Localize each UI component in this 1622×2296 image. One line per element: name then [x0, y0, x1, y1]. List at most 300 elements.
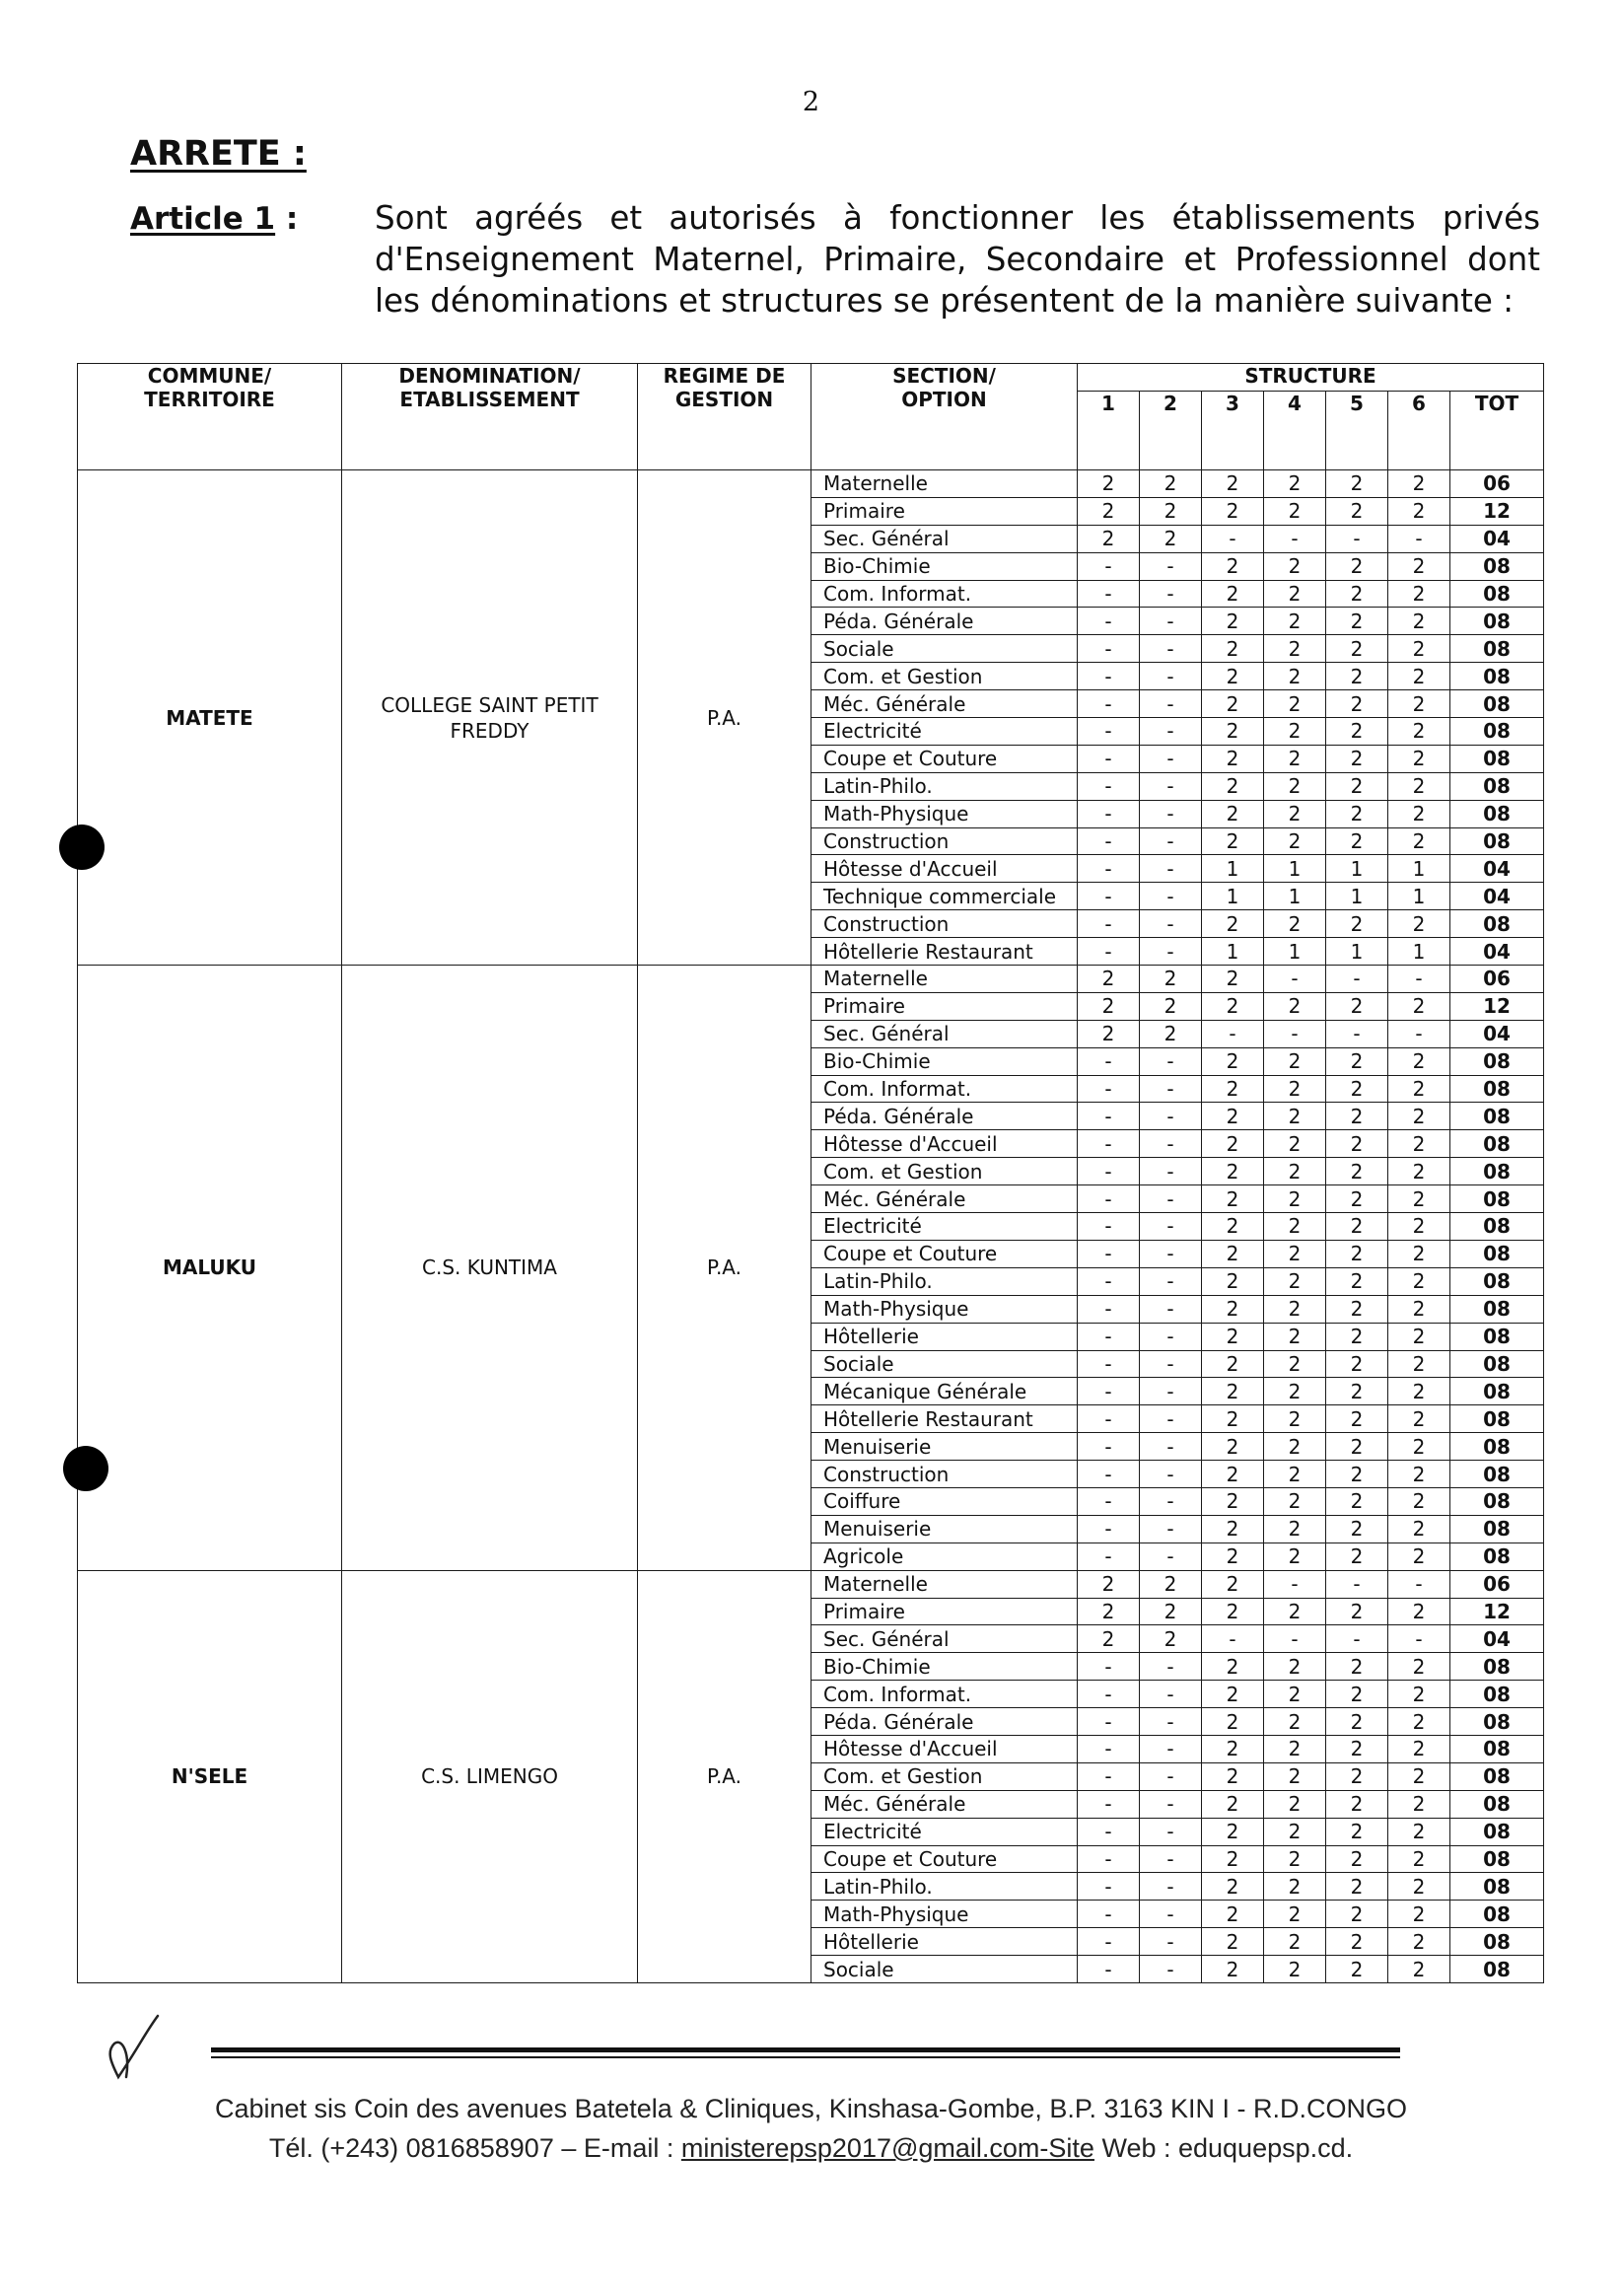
structure-year-3-cell: 2	[1202, 1598, 1264, 1625]
structure-year-1-cell: 2	[1078, 1625, 1140, 1653]
section-cell: Méc. Générale	[811, 1185, 1078, 1213]
structure-year-5-cell: 2	[1326, 1515, 1388, 1543]
header-regime-line2: GESTION	[674, 388, 774, 411]
structure-year-4-cell: 2	[1264, 1267, 1326, 1295]
structure-year-1-cell: -	[1078, 1901, 1140, 1928]
structure-year-1-cell: -	[1078, 1928, 1140, 1956]
section-cell: Primaire	[811, 992, 1078, 1020]
structure-year-6-cell: -	[1388, 966, 1450, 993]
total-cell: 08	[1450, 1267, 1544, 1295]
structure-year-5-cell: 2	[1326, 470, 1388, 498]
structure-year-3-cell: 2	[1202, 745, 1264, 772]
structure-year-2-cell: -	[1140, 827, 1202, 855]
structure-year-1-cell: 2	[1078, 1570, 1140, 1598]
section-cell: Méc. Générale	[811, 1790, 1078, 1818]
structure-year-5-cell: 2	[1326, 1873, 1388, 1901]
footer-tel: Tél. (+243) 0816858907 – E-mail :	[268, 2133, 681, 2163]
structure-year-6-cell: 2	[1388, 1433, 1450, 1461]
total-cell: 08	[1450, 1433, 1544, 1461]
section-cell: Menuiserie	[811, 1433, 1078, 1461]
structure-year-3-cell: 2	[1202, 1185, 1264, 1213]
section-cell: Coupe et Couture	[811, 745, 1078, 772]
structure-year-5-cell: 2	[1326, 1213, 1388, 1241]
structure-year-3-cell: 2	[1202, 1378, 1264, 1405]
structure-year-2-cell: -	[1140, 1928, 1202, 1956]
total-cell: 08	[1450, 1845, 1544, 1873]
header-regime-line1: REGIME DE	[663, 364, 786, 388]
structure-year-3-cell: 2	[1202, 1075, 1264, 1103]
structure-year-4-cell: 2	[1264, 1598, 1326, 1625]
total-cell: 08	[1450, 1240, 1544, 1267]
structure-year-5-cell: 2	[1326, 635, 1388, 663]
structure-year-2-cell: -	[1140, 1103, 1202, 1130]
structure-year-5-cell: 2	[1326, 745, 1388, 772]
commune-cell: N'SELE	[78, 1570, 342, 1982]
section-cell: Hôtesse d'Accueil	[811, 1735, 1078, 1762]
header-year-4: 4	[1264, 392, 1326, 470]
structure-year-6-cell: 2	[1388, 992, 1450, 1020]
total-cell: 08	[1450, 1515, 1544, 1543]
structure-year-4-cell: 2	[1264, 1240, 1326, 1267]
structure-year-4-cell: 2	[1264, 690, 1326, 718]
structure-year-3-cell: 2	[1202, 1681, 1264, 1708]
structure-year-4-cell: 2	[1264, 1213, 1326, 1241]
structure-year-3-cell: 2	[1202, 1487, 1264, 1515]
structure-year-6-cell: 2	[1388, 1213, 1450, 1241]
structure-year-1-cell: -	[1078, 690, 1140, 718]
section-cell: Com. et Gestion	[811, 1762, 1078, 1790]
section-cell: Hôtesse d'Accueil	[811, 855, 1078, 883]
structure-year-5-cell: 1	[1326, 883, 1388, 910]
total-cell: 08	[1450, 1928, 1544, 1956]
structure-year-1-cell: -	[1078, 608, 1140, 635]
section-cell: Electricité	[811, 1818, 1078, 1845]
header-section-line2: OPTION	[901, 388, 987, 411]
section-cell: Construction	[811, 827, 1078, 855]
structure-year-4-cell: 2	[1264, 745, 1326, 772]
header-year-3: 3	[1202, 392, 1264, 470]
structure-year-2-cell: -	[1140, 745, 1202, 772]
section-cell: Sociale	[811, 1350, 1078, 1378]
table-row	[78, 966, 1544, 993]
structure-year-2-cell: -	[1140, 1845, 1202, 1873]
header-year-1: 1	[1078, 392, 1140, 470]
structure-year-5-cell: 2	[1326, 1845, 1388, 1873]
structure-year-6-cell: 2	[1388, 1653, 1450, 1681]
structure-year-5-cell: -	[1326, 1020, 1388, 1047]
structure-year-3-cell: 2	[1202, 690, 1264, 718]
header-regime	[638, 364, 811, 470]
total-cell: 12	[1450, 1598, 1544, 1625]
structure-year-4-cell: -	[1264, 1570, 1326, 1598]
total-cell: 04	[1450, 855, 1544, 883]
structure-year-2-cell: -	[1140, 1873, 1202, 1901]
section-cell: Méc. Générale	[811, 690, 1078, 718]
structure-year-4-cell: 2	[1264, 552, 1326, 580]
structure-year-2-cell: -	[1140, 608, 1202, 635]
structure-year-5-cell: 2	[1326, 1543, 1388, 1570]
structure-year-5-cell: 2	[1326, 1267, 1388, 1295]
total-cell: 08	[1450, 1653, 1544, 1681]
structure-year-6-cell: 2	[1388, 1928, 1450, 1956]
structure-year-3-cell: 2	[1202, 1708, 1264, 1736]
total-cell: 08	[1450, 772, 1544, 800]
section-cell: Bio-Chimie	[811, 552, 1078, 580]
footer-rule	[211, 2047, 1400, 2052]
structure-year-4-cell: 2	[1264, 718, 1326, 746]
structure-year-5-cell: 2	[1326, 1790, 1388, 1818]
structure-year-3-cell: 2	[1202, 1928, 1264, 1956]
structure-year-2-cell: -	[1140, 883, 1202, 910]
structure-year-3-cell: -	[1202, 525, 1264, 552]
structure-year-5-cell: 2	[1326, 1130, 1388, 1158]
structure-year-3-cell: 2	[1202, 1047, 1264, 1075]
section-cell: Maternelle	[811, 966, 1078, 993]
structure-year-6-cell: 2	[1388, 1158, 1450, 1185]
structure-year-3-cell: 2	[1202, 635, 1264, 663]
structure-year-5-cell: 2	[1326, 690, 1388, 718]
structure-year-1-cell: -	[1078, 1790, 1140, 1818]
section-cell: Latin-Philo.	[811, 772, 1078, 800]
structure-year-5-cell: 2	[1326, 827, 1388, 855]
structure-year-3-cell: 2	[1202, 718, 1264, 746]
section-cell: Com. et Gestion	[811, 1158, 1078, 1185]
structure-year-5-cell: 2	[1326, 1681, 1388, 1708]
structure-year-2-cell: -	[1140, 1515, 1202, 1543]
structure-year-6-cell: 2	[1388, 663, 1450, 690]
structure-year-4-cell: 2	[1264, 580, 1326, 608]
structure-year-6-cell: 2	[1388, 1708, 1450, 1736]
structure-year-3-cell: 2	[1202, 1323, 1264, 1350]
structure-year-6-cell: 1	[1388, 883, 1450, 910]
structure-year-6-cell: -	[1388, 1020, 1450, 1047]
section-cell: Technique commerciale	[811, 883, 1078, 910]
structure-year-1-cell: -	[1078, 1653, 1140, 1681]
structure-year-3-cell: 2	[1202, 497, 1264, 525]
structure-year-6-cell: 2	[1388, 1267, 1450, 1295]
structure-year-4-cell: 2	[1264, 1185, 1326, 1213]
structure-year-2-cell: -	[1140, 910, 1202, 938]
structure-year-2-cell: 2	[1140, 966, 1202, 993]
structure-year-4-cell: 1	[1264, 883, 1326, 910]
section-cell: Math-Physique	[811, 1295, 1078, 1323]
structure-year-3-cell: 2	[1202, 608, 1264, 635]
footer-address: Cabinet sis Coin des avenues Batetela & Cliniques, Kinshasa-Gombe, B.P. 3163 KIN I - R.D.CONGO	[214, 2094, 1408, 2123]
structure-year-2-cell: -	[1140, 1267, 1202, 1295]
structure-year-4-cell: 2	[1264, 1405, 1326, 1433]
structure-year-1-cell: -	[1078, 1103, 1140, 1130]
structure-year-1-cell: -	[1078, 855, 1140, 883]
structure-year-5-cell: 2	[1326, 1075, 1388, 1103]
total-cell: 08	[1450, 1735, 1544, 1762]
structure-year-1-cell: -	[1078, 745, 1140, 772]
structure-year-4-cell: 2	[1264, 1708, 1326, 1736]
total-cell: 08	[1450, 745, 1544, 772]
structure-year-6-cell: 2	[1388, 910, 1450, 938]
structure-year-2-cell: 2	[1140, 497, 1202, 525]
total-cell: 08	[1450, 718, 1544, 746]
total-cell: 08	[1450, 910, 1544, 938]
structure-year-1-cell: -	[1078, 1708, 1140, 1736]
section-cell: Hôtesse d'Accueil	[811, 1130, 1078, 1158]
total-cell: 08	[1450, 1378, 1544, 1405]
structure-year-3-cell: 2	[1202, 1790, 1264, 1818]
table-row	[78, 470, 1544, 498]
structure-year-2-cell: 2	[1140, 470, 1202, 498]
total-cell: 08	[1450, 1762, 1544, 1790]
structure-year-6-cell: 2	[1388, 1295, 1450, 1323]
regime-cell: P.A.	[638, 470, 811, 966]
structure-year-1-cell: -	[1078, 1185, 1140, 1213]
structure-year-4-cell: -	[1264, 1625, 1326, 1653]
structure-year-1-cell: -	[1078, 1240, 1140, 1267]
structure-year-4-cell: 2	[1264, 992, 1326, 1020]
structure-year-5-cell: 2	[1326, 1762, 1388, 1790]
structure-year-5-cell: 2	[1326, 1928, 1388, 1956]
total-cell: 04	[1450, 525, 1544, 552]
structure-year-4-cell: 2	[1264, 800, 1326, 827]
total-cell: 08	[1450, 1213, 1544, 1241]
section-cell: Electricité	[811, 718, 1078, 746]
structure-year-3-cell: 2	[1202, 1818, 1264, 1845]
structure-year-6-cell: 2	[1388, 1487, 1450, 1515]
section-cell: Math-Physique	[811, 1901, 1078, 1928]
total-cell: 08	[1450, 1405, 1544, 1433]
structure-year-4-cell: 2	[1264, 1103, 1326, 1130]
structure-year-3-cell: 1	[1202, 883, 1264, 910]
structure-year-2-cell: -	[1140, 1130, 1202, 1158]
structure-year-3-cell: 2	[1202, 1130, 1264, 1158]
section-cell: Sec. Général	[811, 1020, 1078, 1047]
structure-year-3-cell: 2	[1202, 1762, 1264, 1790]
structure-year-1-cell: -	[1078, 1213, 1140, 1241]
structure-year-1-cell: -	[1078, 1267, 1140, 1295]
structure-year-5-cell: 2	[1326, 1461, 1388, 1488]
total-cell: 12	[1450, 992, 1544, 1020]
structure-year-2-cell: 2	[1140, 1625, 1202, 1653]
structure-year-3-cell: 2	[1202, 1350, 1264, 1378]
structure-year-1-cell: -	[1078, 1433, 1140, 1461]
structure-year-1-cell: -	[1078, 1956, 1140, 1983]
article-text: Sont agréés et autorisés à fonctionner les établissements privés d'Enseignement Maternel, Primaire, Secondaire et Professionnel dont les dénominations et structures se présentent de la manière suivante :	[375, 199, 1540, 320]
regime-cell: P.A.	[638, 966, 811, 1571]
structure-year-3-cell: 2	[1202, 580, 1264, 608]
section-cell: Construction	[811, 910, 1078, 938]
section-cell: Com. Informat.	[811, 1681, 1078, 1708]
structure-year-2-cell: -	[1140, 1461, 1202, 1488]
structure-year-4-cell: 2	[1264, 1762, 1326, 1790]
structure-year-4-cell: 1	[1264, 938, 1326, 966]
section-cell: Sociale	[811, 1956, 1078, 1983]
structure-year-6-cell: 2	[1388, 772, 1450, 800]
structure-year-3-cell: 2	[1202, 966, 1264, 993]
section-cell: Péda. Générale	[811, 1103, 1078, 1130]
structure-year-1-cell: -	[1078, 1461, 1140, 1488]
structure-year-6-cell: 2	[1388, 1075, 1450, 1103]
section-cell: Bio-Chimie	[811, 1047, 1078, 1075]
structure-year-3-cell: 2	[1202, 1653, 1264, 1681]
header-year-6: 6	[1388, 392, 1450, 470]
structure-year-6-cell: 2	[1388, 690, 1450, 718]
structure-year-4-cell: 2	[1264, 1130, 1326, 1158]
structure-year-5-cell: 2	[1326, 608, 1388, 635]
section-cell: Coiffure	[811, 1487, 1078, 1515]
structure-year-1-cell: -	[1078, 552, 1140, 580]
article-label	[130, 201, 298, 237]
total-cell: 08	[1450, 800, 1544, 827]
structure-year-6-cell: 2	[1388, 1047, 1450, 1075]
total-cell: 08	[1450, 635, 1544, 663]
section-cell: Electricité	[811, 1213, 1078, 1241]
structure-year-6-cell: 2	[1388, 552, 1450, 580]
structure-year-2-cell: -	[1140, 1433, 1202, 1461]
structure-year-6-cell: 1	[1388, 855, 1450, 883]
header-structure: STRUCTURE	[1078, 364, 1544, 392]
regime-cell: P.A.	[638, 1570, 811, 1982]
structure-year-4-cell: 2	[1264, 1845, 1326, 1873]
structure-year-6-cell: 2	[1388, 1378, 1450, 1405]
structure-year-4-cell: 2	[1264, 827, 1326, 855]
structure-year-5-cell: 2	[1326, 580, 1388, 608]
structure-year-3-cell: 1	[1202, 855, 1264, 883]
section-cell: Coupe et Couture	[811, 1845, 1078, 1873]
total-cell: 06	[1450, 470, 1544, 498]
structure-year-4-cell: -	[1264, 1020, 1326, 1047]
structure-year-5-cell: -	[1326, 1570, 1388, 1598]
section-cell: Primaire	[811, 1598, 1078, 1625]
total-cell: 08	[1450, 1487, 1544, 1515]
structure-year-1-cell: -	[1078, 1295, 1140, 1323]
structure-year-2-cell: -	[1140, 718, 1202, 746]
footer-rule-thin	[211, 2056, 1400, 2058]
structure-year-3-cell: 2	[1202, 470, 1264, 498]
structure-year-6-cell: 2	[1388, 1185, 1450, 1213]
structure-year-2-cell: -	[1140, 1075, 1202, 1103]
etablissement-cell: COLLEGE SAINT PETIT FREDDY	[342, 470, 638, 966]
header-commune	[78, 364, 342, 470]
section-cell: Maternelle	[811, 470, 1078, 498]
structure-year-3-cell: 2	[1202, 1735, 1264, 1762]
section-cell: Com. Informat.	[811, 580, 1078, 608]
section-cell: Péda. Générale	[811, 608, 1078, 635]
section-cell: Sec. Général	[811, 525, 1078, 552]
structure-year-3-cell: 2	[1202, 1240, 1264, 1267]
structure-year-5-cell: 2	[1326, 1240, 1388, 1267]
table-row	[78, 1570, 1544, 1598]
structure-year-2-cell: -	[1140, 800, 1202, 827]
structure-year-4-cell: 2	[1264, 1653, 1326, 1681]
structure-year-5-cell: 2	[1326, 1433, 1388, 1461]
structure-year-6-cell: 2	[1388, 1956, 1450, 1983]
structure-year-3-cell: 2	[1202, 1295, 1264, 1323]
structure-year-1-cell: -	[1078, 1515, 1140, 1543]
structure-year-3-cell: 2	[1202, 1267, 1264, 1295]
structure-year-3-cell: 2	[1202, 1845, 1264, 1873]
structure-year-1-cell: -	[1078, 883, 1140, 910]
structure-year-2-cell: 2	[1140, 1598, 1202, 1625]
structure-year-2-cell: -	[1140, 1350, 1202, 1378]
structure-year-5-cell: 2	[1326, 718, 1388, 746]
structure-year-2-cell: -	[1140, 1901, 1202, 1928]
structure-year-6-cell: 2	[1388, 745, 1450, 772]
section-cell: Sec. Général	[811, 1625, 1078, 1653]
structure-year-2-cell: -	[1140, 1295, 1202, 1323]
structure-year-2-cell: -	[1140, 1158, 1202, 1185]
establishments-table-wrap	[77, 363, 1543, 1983]
structure-year-2-cell: -	[1140, 1818, 1202, 1845]
arrete-heading: ARRETE :	[130, 134, 307, 174]
structure-year-1-cell: -	[1078, 1487, 1140, 1515]
structure-year-5-cell: 2	[1326, 1818, 1388, 1845]
structure-year-5-cell: 2	[1326, 1405, 1388, 1433]
header-year-2: 2	[1140, 392, 1202, 470]
structure-year-6-cell: 2	[1388, 1845, 1450, 1873]
total-cell: 08	[1450, 1075, 1544, 1103]
structure-year-4-cell: 2	[1264, 1487, 1326, 1515]
total-cell: 08	[1450, 1956, 1544, 1983]
structure-year-4-cell: 2	[1264, 663, 1326, 690]
total-cell: 08	[1450, 580, 1544, 608]
structure-year-3-cell: 2	[1202, 1515, 1264, 1543]
structure-year-4-cell: 2	[1264, 1295, 1326, 1323]
structure-year-5-cell: 2	[1326, 1598, 1388, 1625]
total-cell: 08	[1450, 1790, 1544, 1818]
structure-year-4-cell: 2	[1264, 1818, 1326, 1845]
structure-year-6-cell: -	[1388, 525, 1450, 552]
structure-year-6-cell: 2	[1388, 1130, 1450, 1158]
structure-year-2-cell: -	[1140, 1735, 1202, 1762]
structure-year-5-cell: 2	[1326, 910, 1388, 938]
structure-year-2-cell: -	[1140, 1790, 1202, 1818]
structure-year-2-cell: -	[1140, 855, 1202, 883]
etablissement-cell: C.S. LIMENGO	[342, 1570, 638, 1982]
header-denomination-line2: ETABLISSEMENT	[399, 388, 580, 411]
structure-year-5-cell: -	[1326, 966, 1388, 993]
structure-year-6-cell: 2	[1388, 1681, 1450, 1708]
structure-year-1-cell: 2	[1078, 470, 1140, 498]
section-cell: Com. Informat.	[811, 1075, 1078, 1103]
header-commune-line2: TERRITOIRE	[144, 388, 275, 411]
total-cell: 08	[1450, 1295, 1544, 1323]
structure-year-1-cell: -	[1078, 772, 1140, 800]
structure-year-2-cell: -	[1140, 1762, 1202, 1790]
section-cell: Menuiserie	[811, 1515, 1078, 1543]
structure-year-2-cell: 2	[1140, 525, 1202, 552]
structure-year-5-cell: 1	[1326, 855, 1388, 883]
structure-year-6-cell: 2	[1388, 1818, 1450, 1845]
structure-year-2-cell: 2	[1140, 992, 1202, 1020]
structure-year-4-cell: 2	[1264, 1158, 1326, 1185]
structure-year-5-cell: 2	[1326, 1487, 1388, 1515]
structure-year-2-cell: -	[1140, 635, 1202, 663]
structure-year-5-cell: 2	[1326, 1653, 1388, 1681]
structure-year-1-cell: -	[1078, 1681, 1140, 1708]
structure-year-4-cell: 2	[1264, 1047, 1326, 1075]
structure-year-5-cell: 2	[1326, 497, 1388, 525]
punch-hole-bottom	[63, 1446, 108, 1491]
punch-hole-top	[59, 825, 105, 870]
structure-year-5-cell: 2	[1326, 1901, 1388, 1928]
structure-year-4-cell: -	[1264, 966, 1326, 993]
structure-year-2-cell: -	[1140, 1323, 1202, 1350]
structure-year-3-cell: 2	[1202, 1158, 1264, 1185]
total-cell: 08	[1450, 1901, 1544, 1928]
structure-year-1-cell: 2	[1078, 992, 1140, 1020]
header-year-5: 5	[1326, 392, 1388, 470]
structure-year-2-cell: -	[1140, 1681, 1202, 1708]
structure-year-3-cell: 2	[1202, 663, 1264, 690]
structure-year-6-cell: 2	[1388, 1873, 1450, 1901]
